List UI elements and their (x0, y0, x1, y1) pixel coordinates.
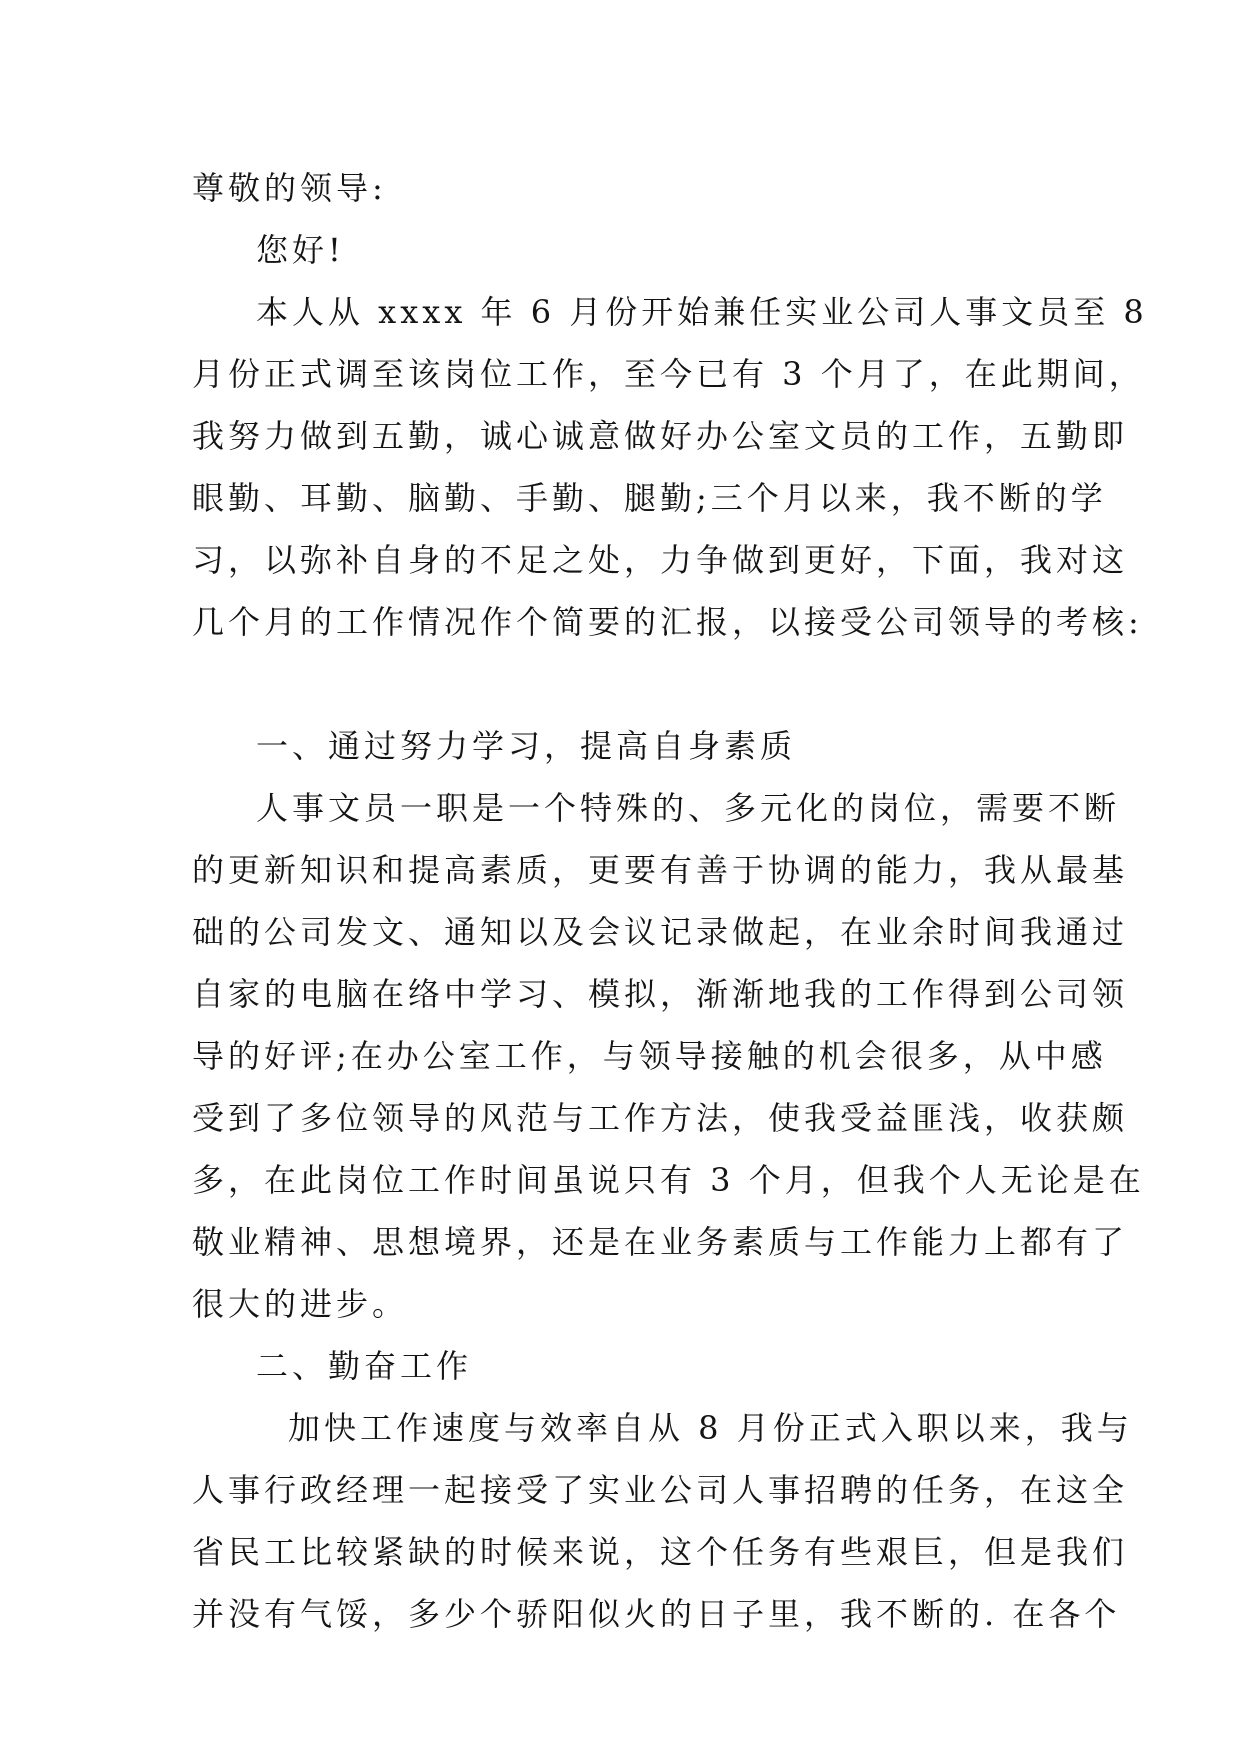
intro-line: 习，以弥补自身的不足之处，力争做到更好，下面，我对这 (192, 541, 1129, 579)
intro-line: 月份正式调至该岗位工作，至今已有 3 个月了，在此期间， (192, 355, 1145, 393)
section2-line: 人事行政经理一起接受了实业公司人事招聘的任务，在这全 (192, 1471, 1129, 1509)
section2-line: 加快工作速度与效率自从 8 月份正式入职以来，我与 (288, 1409, 1133, 1447)
section1-line: 敬业精神、思想境界，还是在业务素质与工作能力上都有了 (192, 1223, 1129, 1261)
document-body (192, 157, 1148, 1645)
section1-line: 多，在此岗位工作时间虽说只有 3 个月，但我个人无论是在 (192, 1161, 1145, 1199)
section2-line: 省民工比较紧缺的时候来说，这个任务有些艰巨，但是我们 (192, 1533, 1129, 1571)
section-heading: 二、勤奋工作 (256, 1347, 473, 1385)
section2-line: 并没有气馁，多少个骄阳似火的日子里，我不断的. 在各个 (192, 1595, 1121, 1633)
intro-line: 眼勤、耳勤、脑勤、手勤、腿勤;三个月以来，我不断的学 (192, 479, 1107, 517)
section1-line: 受到了多位领导的风范与工作方法，使我受益匪浅，收获颇 (192, 1099, 1129, 1137)
section1-line: 的更新知识和提高素质，更要有善于协调的能力，我从最基 (192, 851, 1129, 889)
section1-line: 础的公司发文、通知以及会议记录做起，在业余时间我通过 (192, 913, 1129, 951)
paragraph-spacer (192, 653, 1052, 715)
intro-line: 几个月的工作情况作个简要的汇报，以接受公司领导的考核: (192, 603, 1143, 641)
intro-line: 我努力做到五勤，诚心诚意做好办公室文员的工作，五勤即 (192, 417, 1129, 455)
salutation: 尊敬的领导: (192, 169, 387, 207)
section1-line: 自家的电脑在络中学习、模拟，渐渐地我的工作得到公司领 (192, 975, 1129, 1013)
section1-line: 导的好评;在办公室工作，与领导接触的机会很多，从中感 (192, 1037, 1107, 1075)
section-heading: 一、通过努力学习，提高自身素质 (256, 727, 797, 765)
intro-line: 本人从 xxxx 年 6 月份开始兼任实业公司人事文员至 8 (256, 293, 1148, 331)
section1-line: 人事文员一职是一个特殊的、多元化的岗位，需要不断 (256, 789, 1121, 827)
greeting: 您好! (256, 231, 345, 269)
section1-line: 很大的进步。 (192, 1285, 409, 1323)
